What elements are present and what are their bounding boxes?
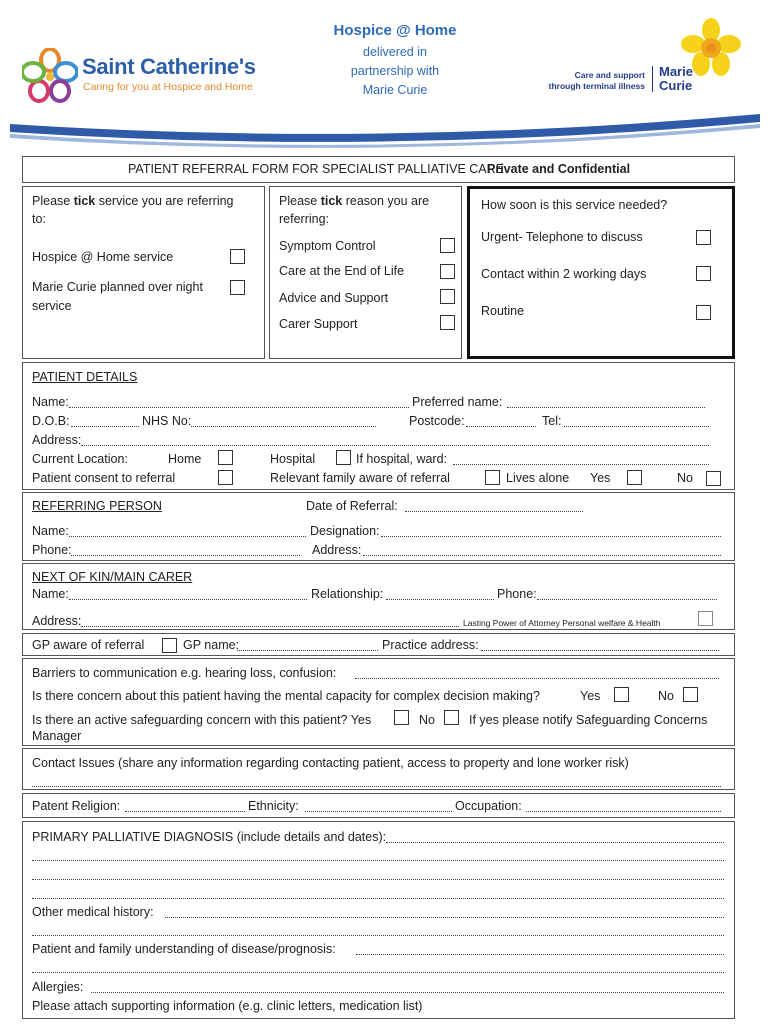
referrer-name-field[interactable] [69, 536, 306, 537]
barriers-label: Barriers to communication e.g. hearing loss, confusion: [32, 666, 337, 680]
referral-date-field[interactable] [405, 511, 583, 512]
service-prompt-bold: tick [73, 194, 96, 208]
medical-history-line-2[interactable] [32, 935, 724, 936]
referrer-box [22, 492, 735, 561]
safeguarding-note: If yes please notify Safeguarding Concerns [469, 713, 708, 727]
kin-address-label: Address: [32, 614, 82, 628]
kin-heading: NEXT OF KIN/MAIN CARER [32, 570, 193, 584]
service-prompt-pre: Please [32, 194, 74, 208]
ethnicity-field[interactable] [305, 811, 452, 812]
form-title-bar [22, 156, 735, 183]
mc-divider [652, 66, 653, 92]
lives-alone-yes-checkbox[interactable] [627, 470, 642, 485]
reason-advice-label: Advice and Support [279, 291, 389, 305]
relationship-field[interactable] [386, 599, 494, 600]
dob-field[interactable] [71, 426, 139, 427]
patient-name-label: Name: [32, 395, 69, 409]
consent-checkbox[interactable] [218, 470, 233, 485]
reason-prompt-bold: tick [320, 194, 343, 208]
family-aware-label: Relevant family aware of referral [270, 471, 450, 485]
sc-name: Saint Catherine's [82, 54, 256, 79]
referral-date-label: Date of Referral: [306, 499, 398, 513]
delivered-line-1: delivered in [363, 45, 427, 59]
saint-catherines-logo [22, 48, 272, 104]
flower-logo-icon [22, 48, 78, 104]
mc-tagline-2: through terminal illness [548, 81, 645, 91]
kin-phone-field[interactable] [537, 599, 717, 600]
safeguarding-no-label: No [419, 713, 435, 727]
contact-issues-field[interactable] [32, 786, 721, 787]
dob-label: D.O.B: [32, 414, 70, 428]
medical-history-label: Other medical history: [32, 905, 154, 919]
allergies-field[interactable] [91, 992, 724, 993]
primary-diagnosis-field[interactable] [386, 842, 724, 843]
urgency-routine-label: Routine [481, 304, 525, 318]
understanding-line-2[interactable] [32, 972, 724, 973]
lpa-checkbox[interactable] [698, 611, 713, 626]
postcode-field[interactable] [466, 426, 536, 427]
referrer-phone-label: Phone: [32, 543, 72, 557]
referrer-phone-field[interactable] [71, 555, 300, 556]
consent-label: Patient consent to referral [32, 471, 176, 485]
medical-history-field[interactable] [165, 917, 724, 918]
kin-name-label: Name: [32, 587, 69, 601]
contact-issues-label: Contact Issues (share any information regarding contacting patient, access to property and lone worker risk) [32, 756, 629, 770]
mc-tagline-1: Care and support [574, 70, 645, 80]
reason-prompt-line2: referring: [279, 212, 330, 226]
service-prompt [32, 194, 234, 209]
patient-address-field[interactable] [81, 445, 709, 446]
reason-carer-label: Carer Support [279, 317, 358, 331]
reason-prompt [279, 194, 429, 209]
reason-symptom-label: Symptom Control [279, 239, 376, 253]
mc-name-2: Curie [659, 78, 693, 93]
service-box [22, 186, 265, 359]
capacity-label: Is there concern about this patient having the mental capacity for complex decision making? [32, 689, 540, 703]
location-hospital-checkbox[interactable] [336, 450, 351, 465]
patient-name-field[interactable] [69, 407, 409, 408]
service-option-hospice: Hospice @ Home service [32, 250, 174, 264]
reason-box [269, 186, 462, 359]
communication-box [22, 658, 735, 746]
urgency-2days-label: Contact within 2 working days [481, 267, 647, 281]
marie-curie-overnight-checkbox[interactable] [230, 280, 245, 295]
capacity-no-label: No [658, 689, 674, 703]
family-aware-checkbox[interactable] [485, 470, 500, 485]
capacity-no-checkbox[interactable] [683, 687, 698, 702]
religion-label: Patent Religion: [32, 799, 121, 813]
hospice-at-home-checkbox[interactable] [230, 249, 245, 264]
attach-note: Please attach supporting information (e.g. clinic letters, medication list) [32, 999, 423, 1013]
daffodil-icon [681, 18, 741, 80]
nhs-label: NHS No: [142, 414, 192, 428]
reason-prompt-post: reason you are [342, 194, 430, 208]
lpa-label: Lasting Power of Attorney Personal welfare & Health [463, 618, 661, 628]
urgency-prompt: How soon is this service needed? [481, 198, 668, 212]
lives-alone-label: Lives alone [506, 471, 570, 485]
patient-details-box [22, 362, 735, 490]
urgency-box [467, 186, 735, 359]
delivered-line-3: Marie Curie [362, 83, 428, 97]
kin-box [22, 563, 735, 630]
gp-aware-checkbox[interactable] [162, 638, 177, 653]
service-prompt-line2: to: [32, 212, 46, 226]
nhs-field[interactable] [191, 426, 376, 427]
carer-support-checkbox[interactable] [440, 315, 455, 330]
diagnosis-box [22, 821, 735, 1019]
capacity-yes-checkbox[interactable] [614, 687, 629, 702]
contact-issues-box [22, 748, 735, 790]
lives-alone-no-checkbox[interactable] [706, 471, 721, 486]
relationship-label: Relationship: [311, 587, 384, 601]
location-label: Current Location: [32, 452, 128, 466]
service-option-mc-line2: service [32, 299, 72, 313]
safeguarding-yes-checkbox[interactable] [394, 710, 409, 725]
advice-support-checkbox[interactable] [440, 289, 455, 304]
header-swoosh [0, 100, 770, 160]
postcode-label: Postcode: [409, 414, 465, 428]
designation-field[interactable] [381, 536, 721, 537]
lives-alone-no-label: No [677, 471, 693, 485]
barriers-field[interactable] [355, 678, 719, 679]
safeguarding-no-checkbox[interactable] [444, 710, 459, 725]
safeguarding-note-line2: Manager [32, 729, 82, 743]
form-title: PATIENT REFERRAL FORM FOR SPECIALIST PALLIATIVE CARE [128, 162, 505, 176]
safeguarding-label: Is there an active safeguarding concern with this patient? Yes [32, 713, 372, 727]
referrer-address-field[interactable] [363, 555, 721, 556]
ward-label: If hospital, ward: [356, 452, 448, 466]
primary-diagnosis-line-3[interactable] [32, 879, 724, 880]
practice-address-label: Practice address: [382, 638, 479, 652]
allergies-label: Allergies: [32, 980, 84, 994]
end-of-life-checkbox[interactable] [440, 264, 455, 279]
service-option-mc-line1: Marie Curie planned over night [32, 280, 203, 294]
preferred-name-label: Preferred name: [412, 395, 503, 409]
urgent-checkbox[interactable] [696, 230, 711, 245]
gp-name-label: GP name: [183, 638, 240, 652]
mc-name-1: Marie [659, 64, 693, 79]
symptom-control-checkbox[interactable] [440, 238, 455, 253]
marie-curie-logo [545, 18, 745, 98]
ward-field[interactable] [453, 464, 709, 465]
occupation-label: Occupation: [455, 799, 522, 813]
occupation-field[interactable] [526, 811, 721, 812]
referrer-address-label: Address: [312, 543, 362, 557]
primary-diagnosis-label: PRIMARY PALLIATIVE DIAGNOSIS (include details and dates): [32, 830, 387, 844]
referrer-heading: REFERRING PERSON [32, 499, 162, 513]
lives-alone-yes-label: Yes [590, 471, 611, 485]
location-home-checkbox[interactable] [218, 450, 233, 465]
delivered-line-2: partnership with [350, 64, 440, 78]
kin-name-field[interactable] [69, 599, 307, 600]
preferred-name-field[interactable] [507, 407, 705, 408]
practice-address-field[interactable] [481, 650, 719, 651]
primary-diagnosis-line-4[interactable] [32, 898, 724, 899]
routine-checkbox[interactable] [696, 305, 711, 320]
ethnicity-label: Ethnicity: [248, 799, 299, 813]
understanding-field[interactable] [356, 954, 724, 955]
referrer-name-label: Name: [32, 524, 69, 538]
program-title: Hospice @ Home [333, 22, 457, 39]
urgency-urgent-label: Urgent- Telephone to discuss [481, 230, 643, 244]
gp-name-field[interactable] [237, 650, 378, 651]
gp-box [22, 633, 735, 656]
religion-box [22, 793, 735, 818]
address-label: Address: [32, 433, 82, 447]
tel-label: Tel: [542, 414, 562, 428]
patient-heading: PATIENT DETAILS [32, 370, 138, 384]
service-prompt-post: service you are referring [95, 194, 234, 208]
understanding-label: Patient and family understanding of disease/prognosis: [32, 942, 336, 956]
kin-phone-label: Phone: [497, 587, 537, 601]
gp-aware-label: GP aware of referral [32, 638, 145, 652]
confidential-label: Private and Confidential [487, 162, 631, 176]
two-days-checkbox[interactable] [696, 266, 711, 281]
primary-diagnosis-line-2[interactable] [32, 860, 724, 861]
capacity-yes-label: Yes [580, 689, 601, 703]
hospital-label: Hospital [270, 452, 316, 466]
reason-eol-label: Care at the End of Life [279, 264, 405, 278]
kin-address-field[interactable] [81, 626, 459, 627]
sc-tagline: Caring for you at Hospice and Home [83, 81, 253, 93]
home-label: Home [168, 452, 202, 466]
tel-field[interactable] [564, 426, 709, 427]
reason-prompt-pre: Please [279, 194, 321, 208]
designation-label: Designation: [310, 524, 380, 538]
religion-field[interactable] [125, 811, 245, 812]
